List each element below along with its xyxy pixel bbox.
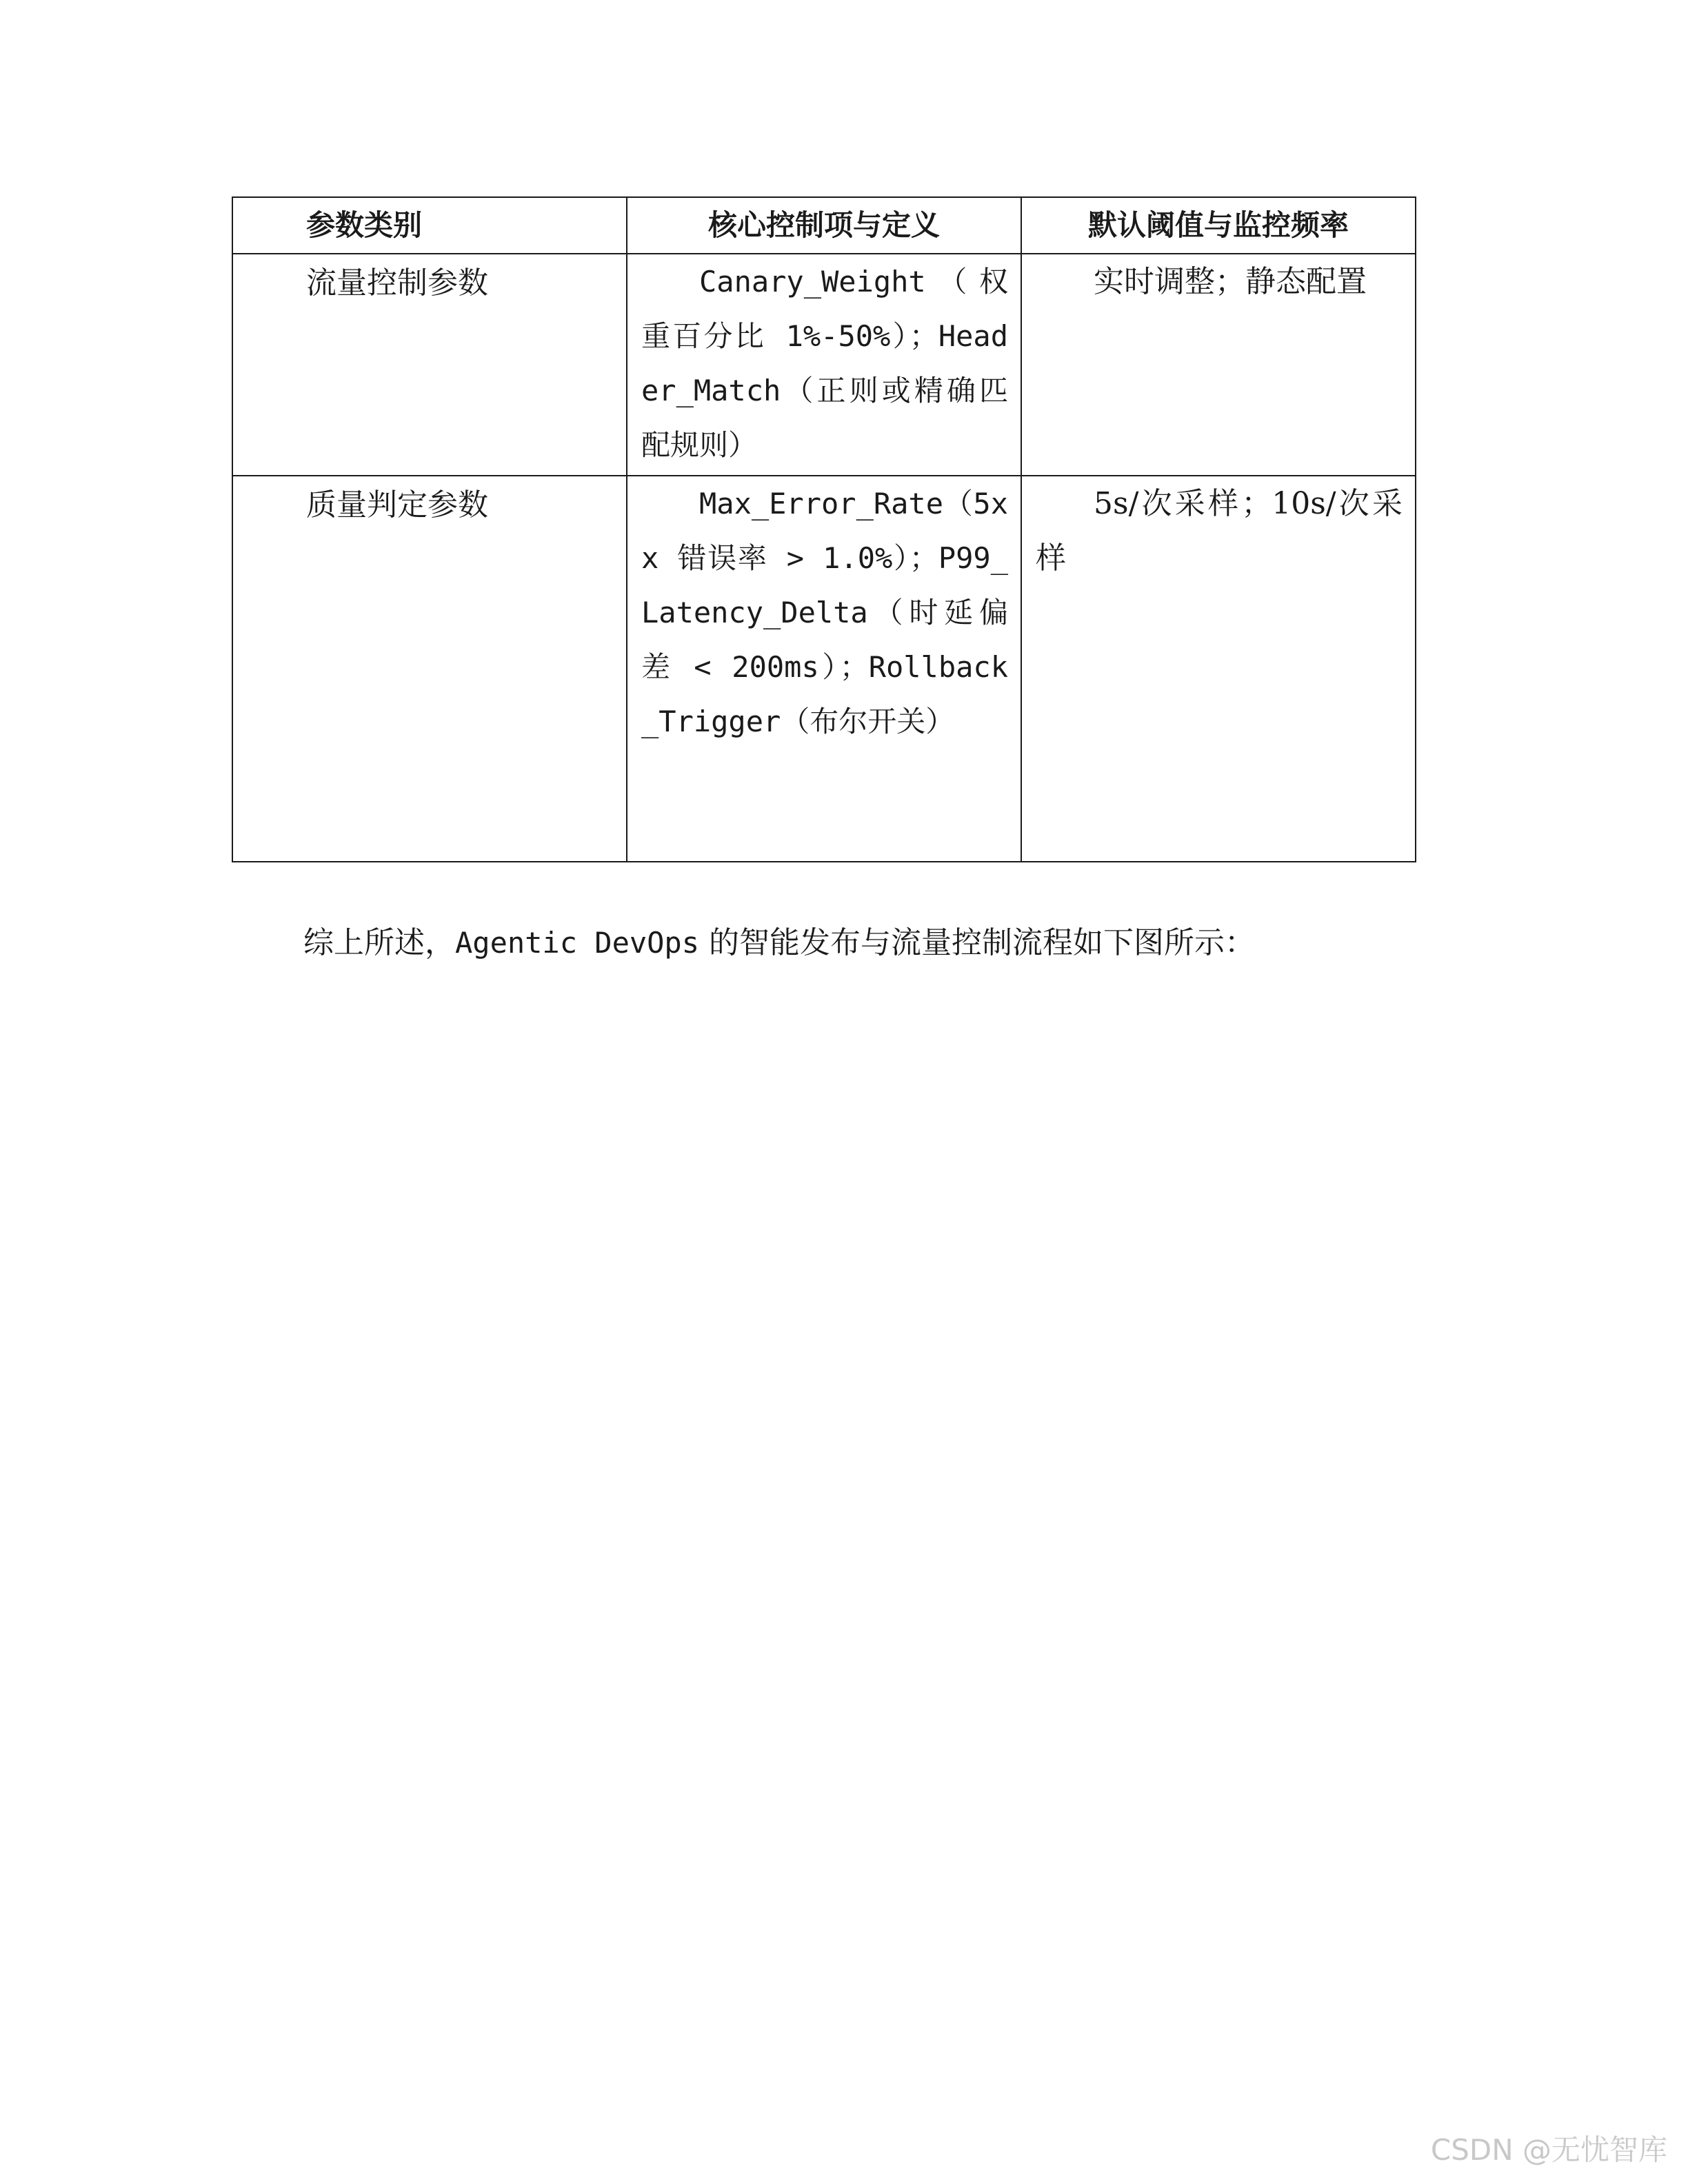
row-category: 质量判定参数 (232, 476, 627, 862)
summary-paragraph (303, 922, 1255, 964)
row-definition: Max_Error_Rate（5xx 错误率 > 1.0%）；P99_Latency_Delta（时延偏差 < 200ms）；Rollback_Trigger（布尔开关） (627, 476, 1021, 862)
row-category: 流量控制参数 (232, 254, 627, 476)
header-threshold: 默认阈值与监控频率 (1021, 197, 1416, 254)
table-header-row (232, 197, 1416, 254)
header-definition: 核心控制项与定义 (627, 197, 1021, 254)
summary-term: Agentic DevOps (455, 926, 700, 960)
row-threshold: 5s/次采样；10s/次采样 (1021, 476, 1416, 862)
row-definition: Canary_Weight（权重百分比 1%-50%）；Header_Match（正则或精确匹配规则） (627, 254, 1021, 476)
summary-prefix: 综上所述， (303, 925, 455, 960)
row-threshold: 实时调整；静态配置 (1021, 254, 1416, 476)
summary-suffix: 的智能发布与流量控制流程如下图所示： (699, 925, 1256, 960)
table-row (232, 476, 1416, 862)
table-row (232, 254, 1416, 476)
watermark: CSDN @无忧智库 (1430, 2133, 1667, 2167)
header-category: 参数类别 (232, 197, 627, 254)
parameter-table (232, 196, 1416, 862)
